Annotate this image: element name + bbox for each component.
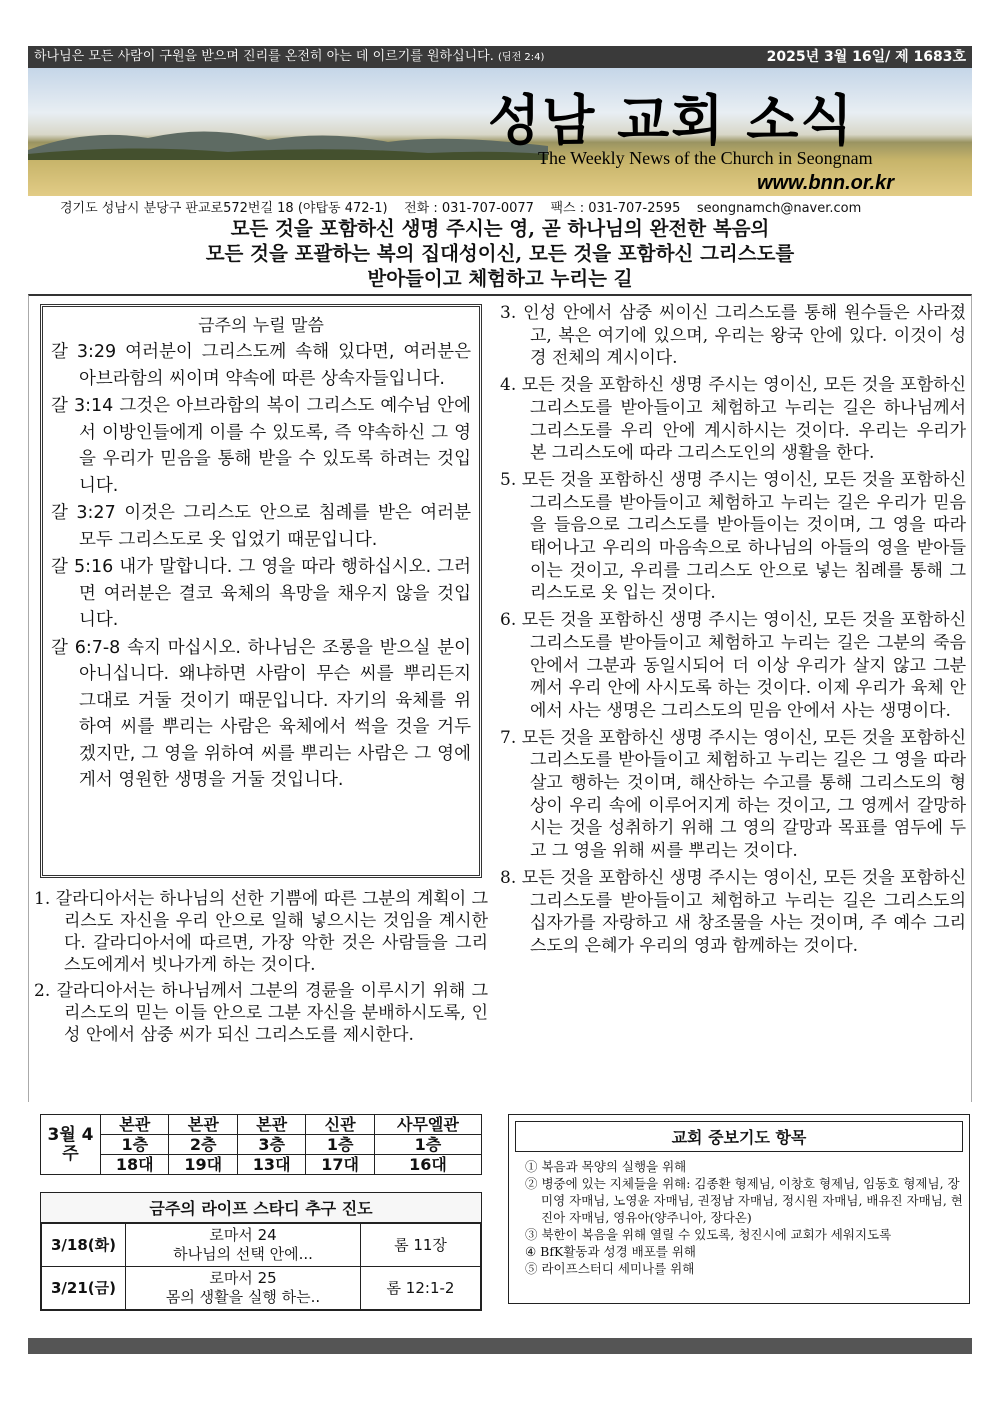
study-date: 3/18(화) [42, 1224, 126, 1267]
table-row [42, 1224, 481, 1267]
room-floor: 1층 [374, 1135, 481, 1155]
issue-date: 2025년 3월 16일/ 제 1683호 [766, 49, 966, 65]
room-floor: 1층 [306, 1135, 374, 1155]
prayer-item: ② 병중에 있는 지체들을 위해: 김종환 형제님, 이창호 형제님, 임동호 형제님, 장미영 자매님, 노영윤 자매님, 권정남 자매님, 정시원 자매님, 배유진 자매님, 현진아 자매님, 영유아(양주니아, 장다온) [525, 1176, 963, 1225]
landscape-hills-graphic [28, 120, 548, 160]
verse-item: 갈 3:14 그것은 아브라함의 복이 그리스도 예수님 안에서 이방인들에게 이를 수 있도록, 즉 약속하신 그 영을 우리가 믿음을 통해 받을 수 있도록 하려는 것입니다. [51, 396, 471, 496]
outline-point: 4. 모든 것을 포함하신 생명 주시는 영이신, 모든 것을 포함하신 그리스도를 받아들이고 체험하고 누리는 길은 하나님께서 그리스도를 우리 안에 계시하시는 것이다. 우리는 우리가 본 그리스도에 따라 그리스도인의 생활을 한다. [500, 375, 966, 464]
life-study-box [40, 1192, 482, 1311]
prayer-box [508, 1114, 970, 1304]
verse-item: 갈 3:27 이것은 그리스도 안으로 침례를 받은 여러분 모두 그리스도로 옷 입었기 때문입니다. [51, 503, 471, 550]
headline-line: 모든 것을 포함하신 생명 주시는 영, 곧 하나님의 완전한 복음의 [230, 217, 770, 240]
study-title-line1: 로마서 24 [209, 1226, 277, 1244]
room-building: 사무엘관 [374, 1115, 481, 1135]
room-assignment-table [40, 1114, 482, 1175]
week-label: 3월 4주 [41, 1115, 101, 1175]
contact-line [60, 197, 960, 216]
life-study-table [41, 1223, 481, 1310]
outline-points-left [34, 888, 488, 1050]
phone: 전화 : 031-707-0077 [404, 201, 534, 216]
room-building: 신관 [306, 1115, 374, 1135]
website-link[interactable]: www.bnn.or.kr [756, 172, 894, 194]
outline-point: 6. 모든 것을 포함하신 생명 주시는 영이신, 모든 것을 포함하신 그리스도를 받아들이고 체험하고 누리는 길은 그분의 죽음 안에서 그분과 동일시되어 더 이상 우리가 살지 않고 그분께서 우리 안에 사시도록 하는 것이다. 이제 우리가 육체 안에서 사는 생명은 그리스도의 믿음 안에서 사는 생명이다. [500, 610, 966, 721]
headline [28, 216, 972, 291]
room-group: 19대 [169, 1155, 237, 1175]
room-building: 본관 [237, 1115, 305, 1135]
verse-item: 갈 3:29 여러분이 그리스도께 속해 있다면, 여러분은 아브라함의 씨이며 약속에 따른 상속자들입니다. [51, 342, 471, 389]
outline-point: 3. 인성 안에서 삼중 씨이신 그리스도를 통해 원수들은 사라졌고, 복은 여기에 있으며, 우리는 왕국 안에 있다. 이것이 성경 전체의 계시이다. [500, 303, 966, 369]
bottom-divider [28, 1338, 972, 1354]
study-title-line2: 하나님의 선택 안에... [173, 1245, 313, 1263]
top-bar [28, 46, 972, 68]
fax: 팩스 : 031-707-2595 [550, 201, 681, 216]
study-title-line1: 로마서 25 [209, 1269, 277, 1287]
headline-line: 모든 것을 포괄하는 복의 집대성이신, 모든 것을 포함하신 그리스도를 [205, 242, 795, 265]
masthead-banner [28, 68, 972, 196]
room-building: 본관 [101, 1115, 169, 1135]
outline-point: 2. 갈라디아서는 하나님께서 그분의 경륜을 이루시기 위해 그리스도의 믿는 이들 안으로 그분 자신을 분배하시도록, 인성 안에서 삼중 씨가 되신 그리스도를 제시한다. [34, 981, 488, 1045]
outline-point: 8. 모든 것을 포함하신 생명 주시는 영이신, 모든 것을 포함하신 그리스도를 받아들이고 체험하고 누리는 길은 그리스도의 십자가를 자랑하고 새 창조물을 사는 것이며, 주 예수 그리스도의 은혜가 우리의 영과 함께하는 것이다. [500, 867, 966, 956]
verses-box [40, 304, 482, 878]
address: 경기도 성남시 분당구 판교로572번길 18 (야탑동 472-1) [60, 201, 388, 216]
room-group: 16대 [374, 1155, 481, 1175]
table-row [42, 1267, 481, 1310]
study-ref: 롬 12:1-2 [361, 1267, 481, 1310]
newsletter-subtitle: The Weekly News of the Church in Seongnam [538, 148, 873, 168]
outline-point: 7. 모든 것을 포함하신 생명 주시는 영이신, 모든 것을 포함하신 그리스도를 받아들이고 체험하고 누리는 길은 그 영을 따라 살고 행하는 것이며, 해산하는 수고를 통해 그리스도의 형상이 우리 속에 이루어지게 하는 것이고, 그 영께서 갈망하시는 것을 성취하기 위해 그 영의 갈망과 목표를 염두에 두고 그 영을 위해 씨를 뿌리는 것이다. [500, 727, 966, 862]
headline-line: 받아들이고 체험하고 누리는 길 [367, 267, 633, 290]
prayer-item: ④ BfK활동과 성경 배포를 위해 [525, 1244, 697, 1259]
life-study-heading: 금주의 라이프 스타디 추구 진도 [41, 1193, 481, 1223]
prayer-item: ③ 북한이 복음을 위해 열릴 수 있도록, 청진시에 교회가 세워지도록 [525, 1227, 892, 1242]
prayer-item: ① 복음과 목양의 실행을 위해 [525, 1159, 687, 1174]
verse-item: 갈 5:16 내가 말합니다. 그 영을 따라 행하십시오. 그러면 여러분은 결코 육체의 욕망을 채우지 않을 것입니다. [51, 557, 471, 630]
outline-points-right [500, 302, 966, 962]
room-building: 본관 [169, 1115, 237, 1135]
study-title [126, 1267, 361, 1310]
verse-item: 갈 6:7-8 속지 마십시오. 하나님은 조롱을 받으실 분이 아니십니다. 왜냐하면 사람이 무슨 씨를 뿌리든지 그대로 거둘 것이기 때문입니다. 자기의 육체를 위하여 씨를 뿌리는 사람은 육체에서 썩을 것을 거두겠지만, 그 영을 위하여 씨를 뿌리는 사람은 그 영에게서 영원한 생명을 거둘 것입니다. [51, 637, 471, 790]
outline-point: 5. 모든 것을 포함하신 생명 주시는 영이신, 모든 것을 포함하신 그리스도를 받아들이고 체험하고 누리는 길은 우리가 믿음을 들음으로 그리스도를 받아들이는 것이며, 그 영을 따라 태어나고 우리의 마음속으로 하나님의 아들의 영을 받아들이는 것이고, 우리를 그리스도 안으로 넣는 침례를 통해 그리스도로 옷 입는 것이다. [500, 469, 966, 604]
room-floor: 2층 [169, 1135, 237, 1155]
newsletter-title: 성남 교회 소식 [488, 89, 855, 152]
top-verse-quote: 하나님은 모든 사람이 구원을 받으며 진리를 온전히 아는 데 이르기를 원하십니다. [34, 49, 494, 64]
room-group: 13대 [237, 1155, 305, 1175]
room-floor: 1층 [101, 1135, 169, 1155]
room-group: 17대 [306, 1155, 374, 1175]
outline-point: 1. 갈라디아서는 하나님의 선한 기쁨에 따른 그분의 계획이 그리스도 자신을 우리 안으로 일해 넣으시는 것임을 계시한다. 갈라디아서에 따르면, 가장 악한 것은 사람들을 그리스도에게서 빗나가게 하는 것이다. [34, 889, 488, 975]
prayer-heading: 교회 중보기도 항목 [515, 1121, 963, 1152]
study-title-line2: 몸의 생활을 실행 하는.. [165, 1288, 321, 1306]
verses-heading: 금주의 누릴 말씀 [198, 316, 324, 336]
email[interactable]: seongnamch@naver.com [696, 201, 862, 216]
top-verse-ref: (딤전 2:4) [498, 52, 545, 63]
study-date: 3/21(금) [42, 1267, 126, 1310]
prayer-item: ⑤ 라이프스터디 세미나를 위해 [525, 1261, 695, 1276]
study-ref: 롬 11장 [361, 1224, 481, 1267]
room-floor: 3층 [237, 1135, 305, 1155]
room-group: 18대 [101, 1155, 169, 1175]
study-title [126, 1224, 361, 1267]
